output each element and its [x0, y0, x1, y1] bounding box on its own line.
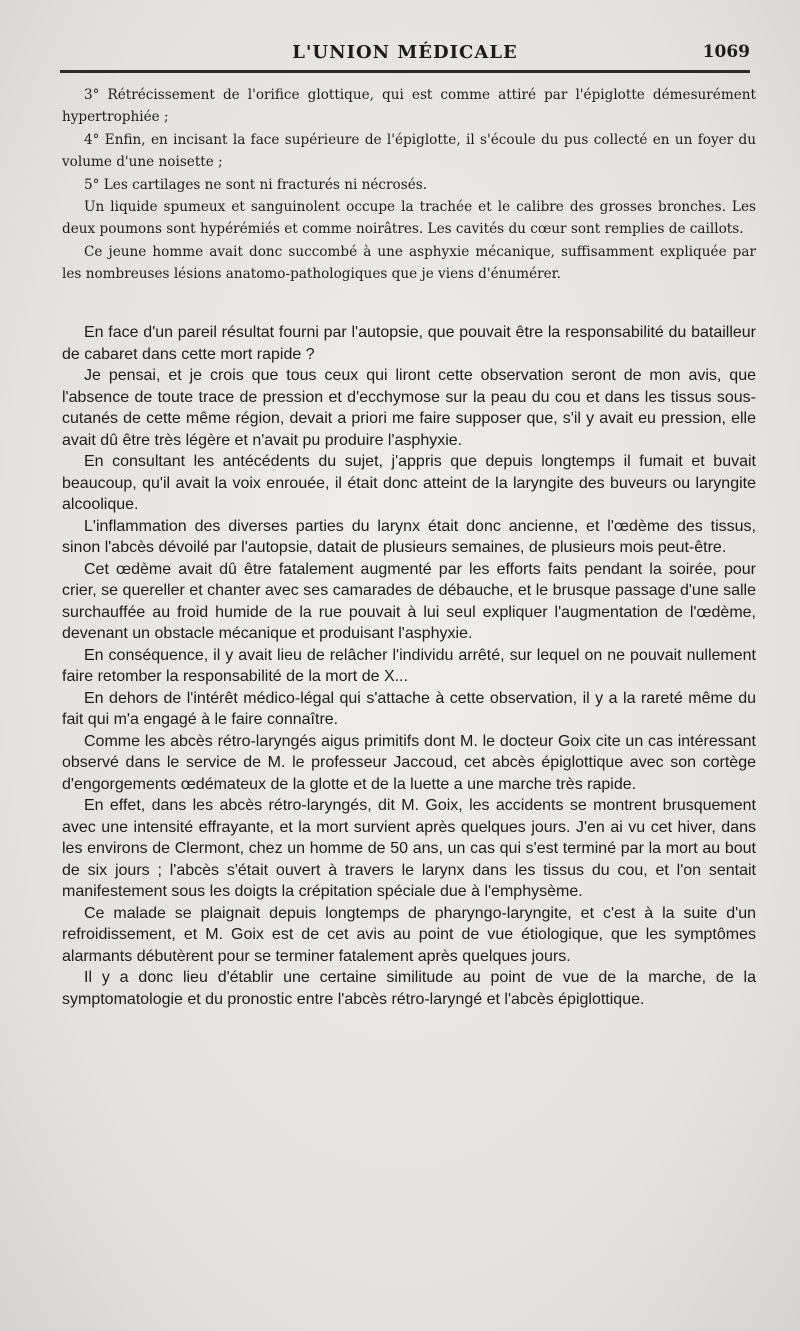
page-number: 1069: [702, 42, 750, 62]
page-header: [60, 38, 750, 73]
paragraph: 3° Rétrécissement de l'orifice glottique, qui est comme attiré par l'épiglotte démesurément hypertrophiée ;: [62, 87, 756, 126]
paragraph: 4° Enfin, en incisant la face supérieure de l'épiglotte, il s'écoule du pus collecté en un foyer du volume d'une noisette ;: [62, 131, 756, 171]
running-title: L'UNION MÉDICALE: [292, 42, 518, 63]
paragraph: Un liquide spumeux et sanguinolent occupe la trachée et le calibre des grosses bronches. Les deux poumons sont hypérémiés et comme noirâtres. Les cavités du cœur sont remplies de caillots.: [62, 199, 756, 238]
paragraph: En effet, dans les abcès rétro-laryngés, dit M. Goix, les accidents se montrent brusquement avec une intensité effrayante, et la mort survient après quelques jours. J'en ai vu cet hiver, dans les environs de Clermont, chez un homme de 50 ans, un cas qui s'est terminé par la mort au bout de six jours ; l'abcès s'était ouvert à travers le larynx dans les tissus du cou, et l'on sentait manifestement sous les doigts la crépitation spéciale due à l'emphysème.: [62, 797, 756, 900]
paragraph: Ce jeune homme avait donc succombé à une asphyxie mécanique, suffisamment expliquée par les nombreuses lésions anatomo-pathologiques que je viens d'énumérer.: [62, 243, 756, 283]
paragraph: Il y a donc lieu d'établir une certaine similitude au point de vue de la marche, de la symptomatologie et du pronostic entre l'abcès rétro-laryngé et l'abcès épiglottique.: [62, 969, 756, 1008]
paragraph: Ce malade se plaignait depuis longtemps de pharyngo-laryngite, et c'est à la suite d'un refroidissement, et M. Goix est de cet avis au point de vue étiologique, que les symptômes alarmants débutèrent pour se terminer fatalement après quelques jours.: [62, 904, 756, 965]
paragraph: Cet œdème avait dû être fatalement augmenté par les efforts faits pendant la soirée, pour crier, se quereller et chanter avec ses camarades de débauche, et le brusque passage d'une salle surchauffée au froid humide de la rue pouvait à lui seul expliquer l'augmentation de l'œdème, devenant un obstacle mécanique et produisant l'asphyxie.: [62, 560, 756, 642]
paragraph: En conséquence, il y avait lieu de relâcher l'individu arrêté, sur lequel on ne pouvait nullement faire retomber la responsabilité de la mort de X...: [62, 646, 756, 685]
paragraph: 5° Les cartilages ne sont ni fracturés ni nécrosés.: [84, 176, 428, 193]
small-print-block: [62, 84, 756, 286]
paragraph: Je pensai, et je crois que tous ceux qui liront cette observation seront de mon avis, que l'absence de toute trace de pression et d'ecchymose sur la peau du cou et dans les tissus sous-cutanés de cette même région, devait a priori me faire supposer que, s'il y avait eu pression, elle avait dû être très légère et n'avait pu produire l'asphyxie.: [62, 367, 756, 449]
paragraph: En consultant les antécédents du sujet, j'appris que depuis longtemps il fumait et buvait beaucoup, qu'il avait la voix enrouée, il était donc atteint de la laryngite des buveurs ou laryngite alcoolique.: [62, 453, 756, 513]
paragraph: En dehors de l'intérêt médico-légal qui s'attache à cette observation, il y a la rareté même du fait qui m'a engagé à le faire connaître.: [62, 689, 756, 728]
main-text-block: [62, 322, 756, 1010]
paragraph: Comme les abcès rétro-laryngés aigus primitifs dont M. le docteur Goix cite un cas intéressant observé dans le service de M. le professeur Jaccoud, cet abcès épiglottique avec son cortège d'engorgements œdémateux de la glotte et de la luette a une marche très rapide.: [62, 732, 756, 793]
paragraph: En face d'un pareil résultat fourni par l'autopsie, que pouvait être la responsabilité du batailleur de cabaret dans cette mort rapide ?: [62, 324, 756, 363]
paragraph: L'inflammation des diverses parties du larynx était donc ancienne, et l'œdème des tissus, sinon l'abcès dévoilé par l'autopsie, datait de plusieurs semaines, de plusieurs mois peut-être.: [62, 517, 756, 556]
